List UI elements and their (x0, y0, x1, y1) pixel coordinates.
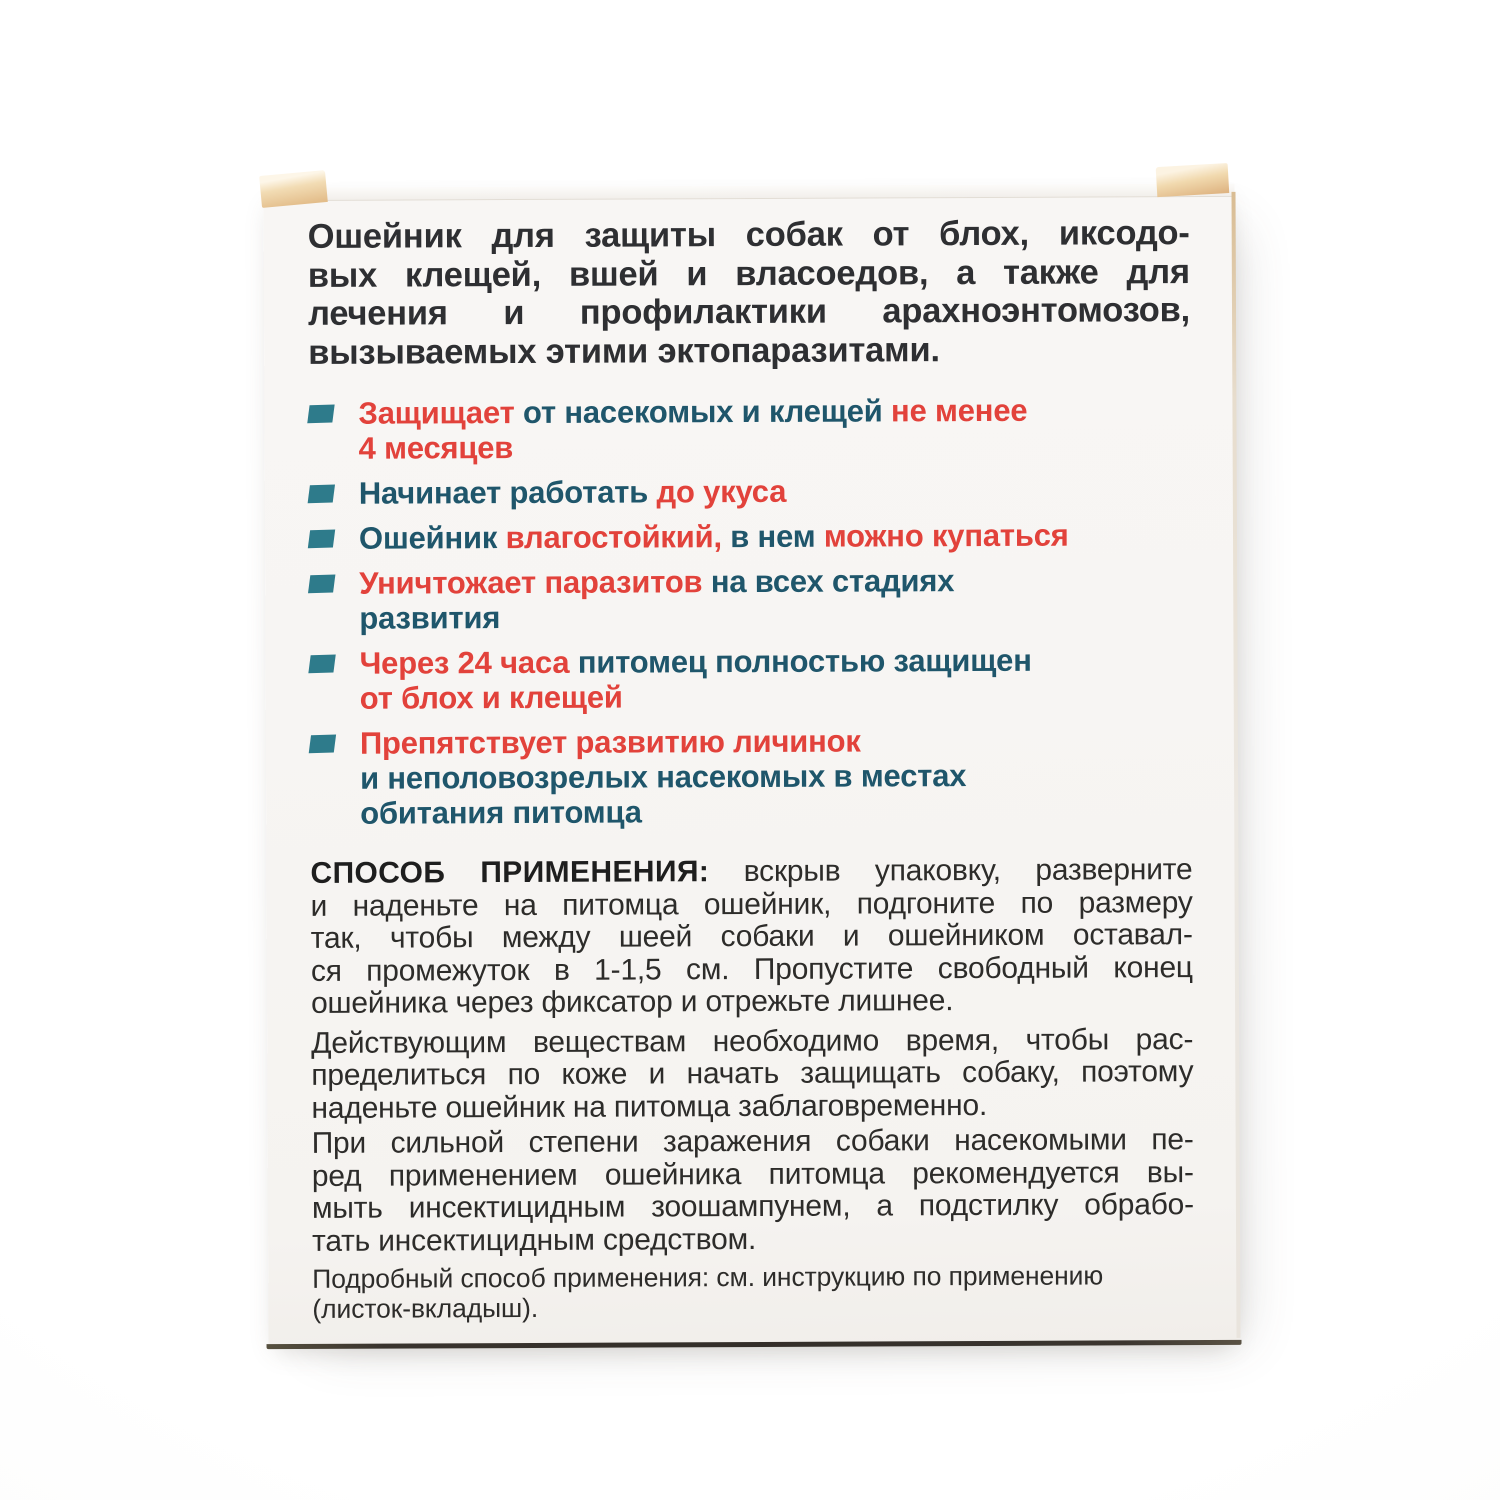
benefit-item-waterproof (309, 517, 1191, 556)
text-line (310, 854, 1192, 890)
text-segment: Уничтожает паразитов (359, 564, 711, 601)
text-line (360, 723, 966, 761)
bullet-square-icon (308, 529, 335, 548)
text-segment: 4 месяцев (358, 430, 514, 466)
text-line: ред применением ошейника питомца рекомендуется вы- (311, 1155, 1194, 1193)
text-line: Действующим веществам необходимо время, чтобы рас- (311, 1022, 1194, 1060)
text-segment: развития (359, 600, 501, 636)
absorption-note (311, 1024, 1193, 1125)
benefit-item-larvae (310, 722, 1192, 831)
text-segment: не менее (890, 392, 1028, 429)
label-content (307, 184, 1194, 1324)
text-line (359, 643, 1031, 681)
text-segment: на всех стадиях (710, 563, 955, 600)
text-line: пределиться по коже и начать защищать собаку, поэтому (311, 1055, 1194, 1092)
text-line (360, 678, 1032, 716)
benefit-text (359, 474, 787, 511)
benefits-list (308, 392, 1192, 831)
text-line (359, 428, 1028, 466)
usage-instructions (310, 854, 1193, 1020)
benefit-text (360, 723, 967, 831)
text-segment: питомец полностью защищен (577, 642, 1032, 680)
text-segment: СПОСОБ ПРИМЕНЕНИЯ: (310, 855, 710, 890)
text-line: (листок-вкладыш). (312, 1292, 539, 1324)
text-segment: от блох и клещей (359, 679, 623, 716)
text-line: При сильной степени заражения собаки насекомыми пе- (311, 1123, 1194, 1160)
text-line (359, 598, 954, 636)
box-bottom-edge (267, 1340, 1242, 1349)
text-segment: от насекомых и клещей (522, 393, 892, 430)
text-segment: до укуса (656, 473, 787, 510)
text-segment: Начинает работать (358, 474, 657, 511)
text-line: мыть инсектицидным зоошампунем, а подстилку обрабо- (311, 1188, 1194, 1225)
product-description (308, 214, 1191, 372)
text-line: тать инсектицидным средством. (312, 1222, 757, 1258)
text-segment: обитания питомца (360, 794, 642, 831)
text-segment: в нем (721, 518, 824, 555)
leaflet-note (312, 1260, 1194, 1324)
text-line (360, 793, 966, 831)
infestation-note (312, 1124, 1195, 1258)
text-line (360, 758, 966, 796)
text-segment: Ошейник (358, 520, 506, 556)
box-right-edge (1232, 192, 1241, 1338)
text-segment: Защищает (358, 394, 524, 431)
bullet-square-icon (309, 734, 336, 753)
benefit-item-before-bite (309, 472, 1191, 511)
text-line: наденьте ошейник на питомца заблаговременно. (311, 1088, 988, 1125)
text-line (359, 518, 1069, 556)
text-line (358, 393, 1027, 431)
text-segment: вскрыв упаковку, разверните (709, 853, 1193, 889)
bullet-square-icon (308, 654, 335, 673)
text-line: ошейника через фиксатор и отрежьте лишнее. (310, 984, 954, 1020)
benefit-item-protection (308, 392, 1190, 466)
text-line: ся промежуток в 1-1,5 см. Пропустите свободный конец (310, 950, 1193, 988)
text-line: и наденьте на питомца ошейник, подгоните по размеру (310, 885, 1193, 923)
text-line: лечения и профилактики арахноэнтомозов, (307, 291, 1191, 333)
benefit-text (359, 563, 954, 636)
text-line: Ошейник для защиты собак от блох, иксодо- (307, 214, 1190, 256)
text-line (359, 474, 787, 511)
text-segment: влагостойкий, (505, 519, 722, 556)
benefit-text (359, 643, 1031, 716)
text-line (359, 563, 954, 601)
benefit-text (359, 518, 1069, 556)
text-segment: Через 24 часа (359, 644, 578, 681)
text-segment: и неполовозрелых насекомых в местах (359, 758, 967, 796)
text-line: вызываемых этими эктопаразитами. (308, 330, 940, 372)
text-line: Подробный способ применения: см. инструкцию по применению (312, 1260, 1104, 1294)
text-segment: Препятствует развитию личинок (359, 723, 861, 761)
text-segment: можно купаться (823, 517, 1069, 554)
text-line: так, чтобы между шеей собаки и ошейником оставал- (310, 918, 1193, 955)
bullet-square-icon (307, 404, 334, 423)
bullet-square-icon (308, 574, 335, 593)
packaging-box-back-panel (263, 184, 1239, 1346)
benefit-text (358, 393, 1027, 466)
benefit-item-all-stages (309, 562, 1191, 636)
text-line: вых клещей, вшей и власоедов, а также для (307, 252, 1190, 295)
benefit-item-24-hours (309, 642, 1191, 716)
bullet-square-icon (308, 484, 335, 503)
